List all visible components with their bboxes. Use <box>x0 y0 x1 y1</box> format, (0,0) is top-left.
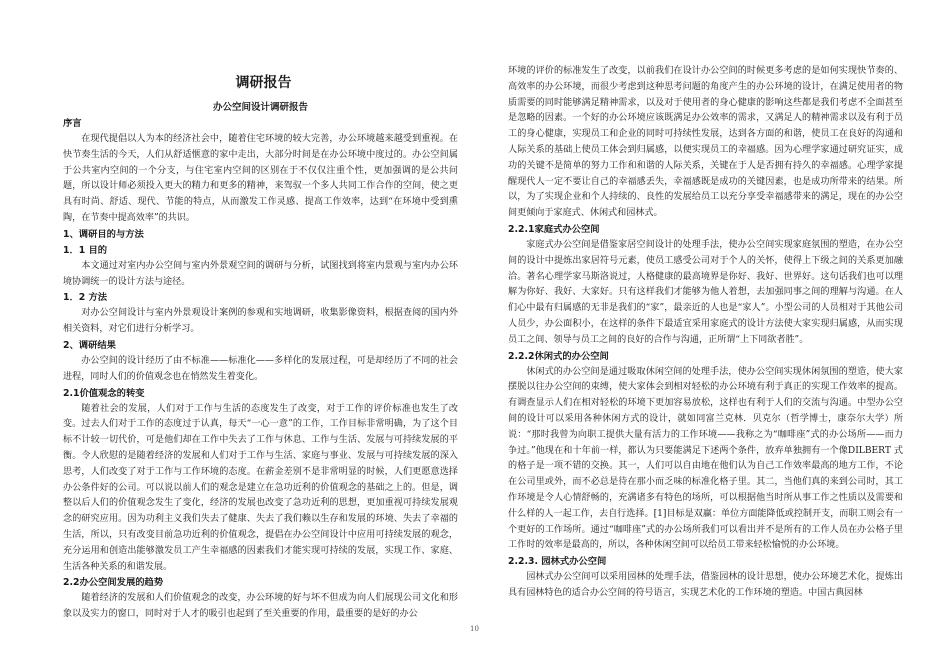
section-1-1-heading: 1．1 目的 <box>63 244 108 256</box>
section-2-2-3-paragraph: 园林式办公空间可以采用园林的处理手法，借鉴园林的设计思想，使办公环境艺术化，提炼出具有园林特色的适合办公空间的符号语言，实现艺术化的工作环境的塑造。中国古典园林 <box>508 572 903 598</box>
section-2-2-paragraph: 随着经济的发展和人们价值观念的改变，办公环境的好与坏不但成为向人们展现公司文化和形象以及实力的窗口，同时对于人才的吸引也起到了至关重要的作用，最重要的是好的办公 <box>63 593 458 620</box>
section-2-1-paragraph: 随着社会的发展，人们对于工作与生活的态度发生了改变，对于工作的评价标准也发生了改变。过去人们对于工作的态度过于认真，每天“一心一意”的工作，工作目标非常明确，为了这个目标不计较一切代价，可是他们却在工作中失去了工作与休息、工作与生活、发展与可持续发展的平衡。令人欣慰的是随着经济的发展和人们对于工作与生活、家庭与事业、发展与可持续发展的深入思考，人们改变了对于工作与工作环境的态度。在薪金差别不是非常明显的时候，人们更愿意选择办公条件好的公司。可以说以前人们的观念是建立在急功近利的价值观念的基础之上的。但是，调整以后人们的价值观念发生了变化，经济的发展也改变了急功近利的思想，更加重视可持续发展观念的研究应用。因为功利主义我们失去了健康、失去了我们赖以生存和发展的环境、失去了幸福的生活，所以，只有改变目前急功近利的价值观念，提倡在办公空间设计中应用可持续发展的观念，充分运用和创造出能够激发员工产生幸福感的因素我们才能实现可持续的发展，实现工作、家庭、生活各种关系的和谐发展。 <box>63 403 458 572</box>
section-2-1-heading: 2.1价值观念的转变 <box>63 387 145 399</box>
section-2-2-1-heading: 2.2.1家庭式办公空间 <box>508 223 600 235</box>
left-column <box>63 0 458 623</box>
preface-heading: 序言 <box>63 118 82 129</box>
section-1-heading: 1、调研目的与方法 <box>63 228 144 240</box>
section-2-2-2-paragraph: 休闲式的办公空间是通过吸取休闲空间的处理手法，使办公空间实现休闲氛围的塑造，使大家摆脱以往办公空间的束缚，使大家体会到相对轻松的办公环境有利于真正的实现工作效率的提高。有调查显示人们在相对轻松的环境下更加容易放松，这样也有利于人们的交流与沟通。中型办公空间的设计可以采用各种休闲方式的设计，就如同富兰克林．贝克尔（哲学博士，康奈尔大学）所说：“那时我曾为向职工提供大量有活力的工作环境——我称之为“咖啡座”式的办公场所——而力争过。”他现在和十年前一样，都认为只要能满足下述两个条件，放弃单独拥有一个像DILBERT 式的格子是一项不错的交换。其一，人们可以自由地在他们认为自己工作效率最高的地方工作，不论在公司里或外，而不必总是待在那小而乏味的标准化格子里。其二，当他们真的来到公司时，其工作环境是令人心情舒畅的，充满诸多有特色的场所，可以根据他当时所从事工作之性质以及需要和什么样的人一起工作，去自行选择。[1]目标是双赢：单位方面能降低或控制开支，而职工则会有一个更好的工作场所。通过“咖啡座”式的办公场所我们可以看出并不是所有的工作人员在办公格子里工作时的效率是最高的，所以，各种休闲空间可以给员工带来轻松愉悦的办公环境。 <box>508 366 903 551</box>
section-2-2-3-heading: 2.2.3. 园林式办公空间 <box>508 556 607 568</box>
section-2-heading: 2、调研结果 <box>63 339 116 351</box>
section-2-paragraph: 办公空间的设计经历了由不标准——标准化——多样化的发展过程，可是却经历了不同的社会进程，同时人们的价值观念也在悄然发生着变化。 <box>63 355 458 382</box>
right-column <box>508 0 903 602</box>
page-number: 10 <box>470 625 479 633</box>
section-1-2-paragraph: 对办公空间设计与室内外景观设计案例的参观和实地调研，收集影像资料，根据查阅的国内外相关资料，对它们进行分析学习。 <box>63 308 458 335</box>
continued-paragraph: 环境的评价的标准发生了改变，以前我们在设计办公空间的时候更多考虑的是如何实现快节奏的、高效率的办公环境，而很少考虑到这种思考问题的角度产生的办公环境的设计，在满足使用者的物质需要的同时能够满足精神需求，以及对于使用者的身心健康的影响这些都是我们考虑不全面甚至是忽略的因素。一个好的办公环境应该既满足办公效率的需求，又满足人的精神需求以及有利于员工的身心健康，实现员工和企业的同时可持续性发展，达到各方面的和谐，使员工在良好的沟通和人际关系的基础上使员工体会到归属感，以便实现员工的幸福感。因为心理学家通过研究证实，成功的关键不是简单的努力工作和和谐的人际关系，关键在于人是否拥有持久的幸福感。心理学家提醒现代人一定不要让自己的幸福感丢失，幸福感既是成功的关键因素，也是成功所带来的结果。所以，为了实现企业和个人持续的、良性的发展给员工以充分享受幸福感带来的满足，现在的办公空间更倾向于家庭式、休闲式和园林式。 <box>508 66 903 219</box>
document-subtitle: 办公空间设计调研报告 <box>212 102 308 113</box>
section-2-2-1-paragraph: 家庭式办公空间是借鉴家居空间设计的处理手法，使办公空间实现家庭氛围的塑造，在办公空间的设计中提炼出家居符号元素，使员工感受公司对于个人的关怀，使得上下级之间的关系更加融洽。著名心理学家马斯洛说过，人格健康的最高境界是你好、我好、世界好。这句话我们也可以理解为你好、我好、大家好。只有这样我们才能够为他人着想，去加强同事之间的理解与沟通。在人们心中最有归属感的无非是我们的“家”，最亲近的人也是“家人”。小型公司的人员相对于其他公司人员少，办公面积小，在这样的条件下最适宜采用家庭式的设计方法使大家实现归属感，从而实现员工之间、领导与员工之间的良好的合作与沟通，正所谓“上下同欲者胜”。 <box>508 239 903 345</box>
section-2-2-2-heading: 2.2.2休闲式的办公空间 <box>508 350 609 362</box>
preface-paragraph: 在现代提倡以人为本的经济社会中，随着住宅环境的较大完善，办公环境越来越受到重视。在快节奏生活的今天，人们从舒适惬意的家中走出，大部分时间是在办公环境中度过的。办公空间属于公共室内空间的一个分支，与住宅室内空间的区别在于不仅仅注重个性，更加强调的是公共问题，所以设计师必须投入更大的精力和更多的精神，来驾驭一个多人共同工作合作的空间，使之更具有时尚、舒适、现代、节能的特点，从而激发工作灵感、提高工作效率，达到“在环境中受到熏陶，在节奏中提高效率”的共识。 <box>63 134 458 223</box>
document-title: 调研报告 <box>235 75 292 91</box>
section-1-2-heading: 1．2 方法 <box>63 292 108 304</box>
section-1-1-paragraph: 本文通过对室内办公空间与室内外景观空间的调研与分析，试图找到将室内景观与室内办公环境协调统一的设计方法与途径。 <box>63 260 458 287</box>
section-2-2-heading: 2.2办公空间发展的趋势 <box>63 577 164 589</box>
